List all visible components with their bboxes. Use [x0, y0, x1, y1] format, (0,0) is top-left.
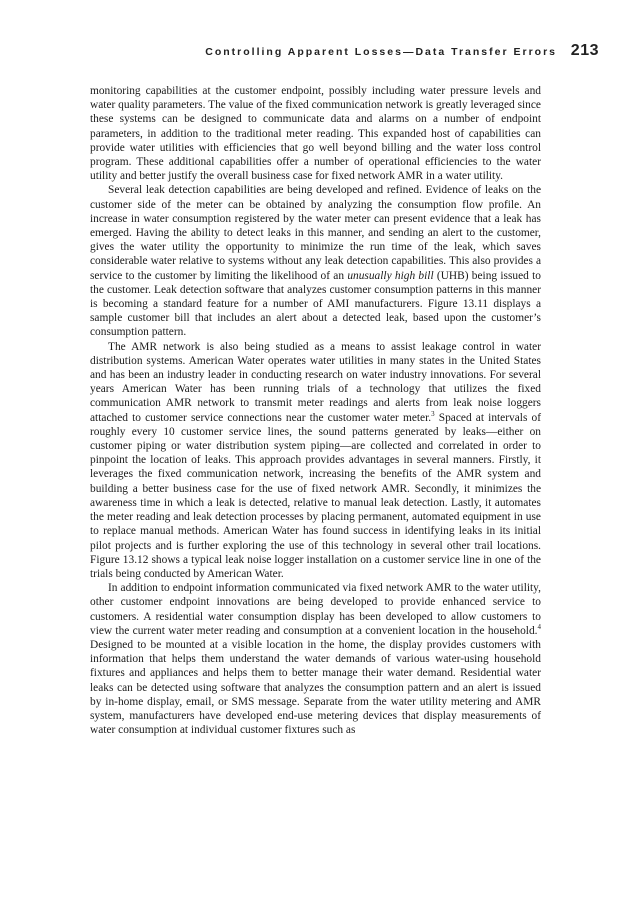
paragraph-4-text-a: In addition to endpoint information communicated via fixed network AMR to the water utility, other customer endpoint innovations are being developed to provide enhanced service to customers. A residential water consumption display has been developed to allow customers to view the current water meter reading and consumption at a convenient location in the household. — [90, 582, 541, 637]
footnote-ref-4: 4 — [537, 622, 541, 631]
paragraph-4-text-b: Designed to be mounted at a visible location in the home, the display provides customers with information that helps them understand the water demands of various water-using household fixtures and appliances and helps them to better manage their water demand. Residential water leaks can be detected using software that analyzes the consumption pattern and an alert is issued by in-home display, email, or SMS message. Separate from the water utility metering and AMR system, manufacturers have developed end-use metering devices that display measurements of water consumption at individual customer fixtures such as — [90, 638, 541, 737]
running-header — [90, 42, 609, 62]
paragraph-2-text-b: (UHB) being issued to the customer. Leak detection software that analyzes customer consumption patterns in this manner is becoming a standard feature for a number of AMI manufacturers. Figure 13.11 displays a sample customer bill that includes an alert about a detected leak, based upon the customer’s consumption pattern. — [90, 269, 541, 339]
paragraph-4 — [90, 581, 541, 737]
running-title: Controlling Apparent Losses—Data Transfer Errors — [205, 46, 557, 58]
footnote-ref-3: 3 — [431, 409, 435, 418]
paragraph-3 — [90, 340, 541, 581]
body-text — [90, 84, 541, 737]
paragraph-2 — [90, 183, 541, 339]
paragraph-2-text-a: Several leak detection capabilities are being developed and refined. Evidence of leaks on the customer side of the meter can be obtained by analyzing the consumption flow profile. An increase in water consumption registered by the water meter can present evidence that a leak has emerged. Having the ability to detect leaks in this manner, and sending an alert to the customer, gives the water utility the opportunity to minimize the run time of the leak, which saves considerable water relative to systems without any leak detection capabilities. This also provides a service to the customer by limiting the likelihood of an — [90, 184, 541, 282]
paragraph-1-text: monitoring capabilities at the customer endpoint, possibly including water pressure levels and water quality parameters. The value of the fixed communication network is greatly leveraged since these systems can be designed to communicate data and alarms on a number of endpoint parameters, in addition to the traditional meter reading. This expanded host of capabilities can provide water utilities with efficiencies that go well beyond billing and the water loss control program. These additional capabilities offer a number of operational efficiencies to the water utility and better justify the overall business case for fixed network AMR in a water utility. — [90, 85, 541, 183]
paragraph-3-text-b: Spaced at intervals of roughly every 10 customer service lines, the sound patterns generated by leaks—either on customer piping or water distribution system piping—are collected and correlated in order to pinpoint the location of leaks. This approach provides advantages in several manners. Firstly, it leverages the fixed communication network, increasing the benefits of the AMR system and building a better business case for the use of fixed network AMR. Secondly, it minimizes the awareness time in which a leak is detected, relative to manual leak detection. Lastly, it automates the meter reading and leak detection processes by placing permanent, automated equipment in use to replace manual methods. American Water has found success in identifying leaks in its initial pilot projects and is further exploring the use of this technology in several other trail locations. Figure 13.12 shows a typical leak noise logger installation on a customer service line in one of the trials being conducted by American Water. — [90, 411, 541, 580]
page-number: 213 — [570, 42, 599, 59]
uhb-term: unusually high bill — [347, 269, 434, 282]
paragraph-3-text-a: The AMR network is also being studied as a means to assist leakage control in water distribution systems. American Water operates water utilities in many states in the United States and has been an industry leader in conducting research on water industry innovations. For several years American Water has been running trials of a technology that utilizes the fixed communication AMR network to transmit meter readings and alerts from leak noise loggers attached to customer service connections near the customer water meter. — [90, 340, 541, 424]
paragraph-1 — [90, 84, 541, 183]
